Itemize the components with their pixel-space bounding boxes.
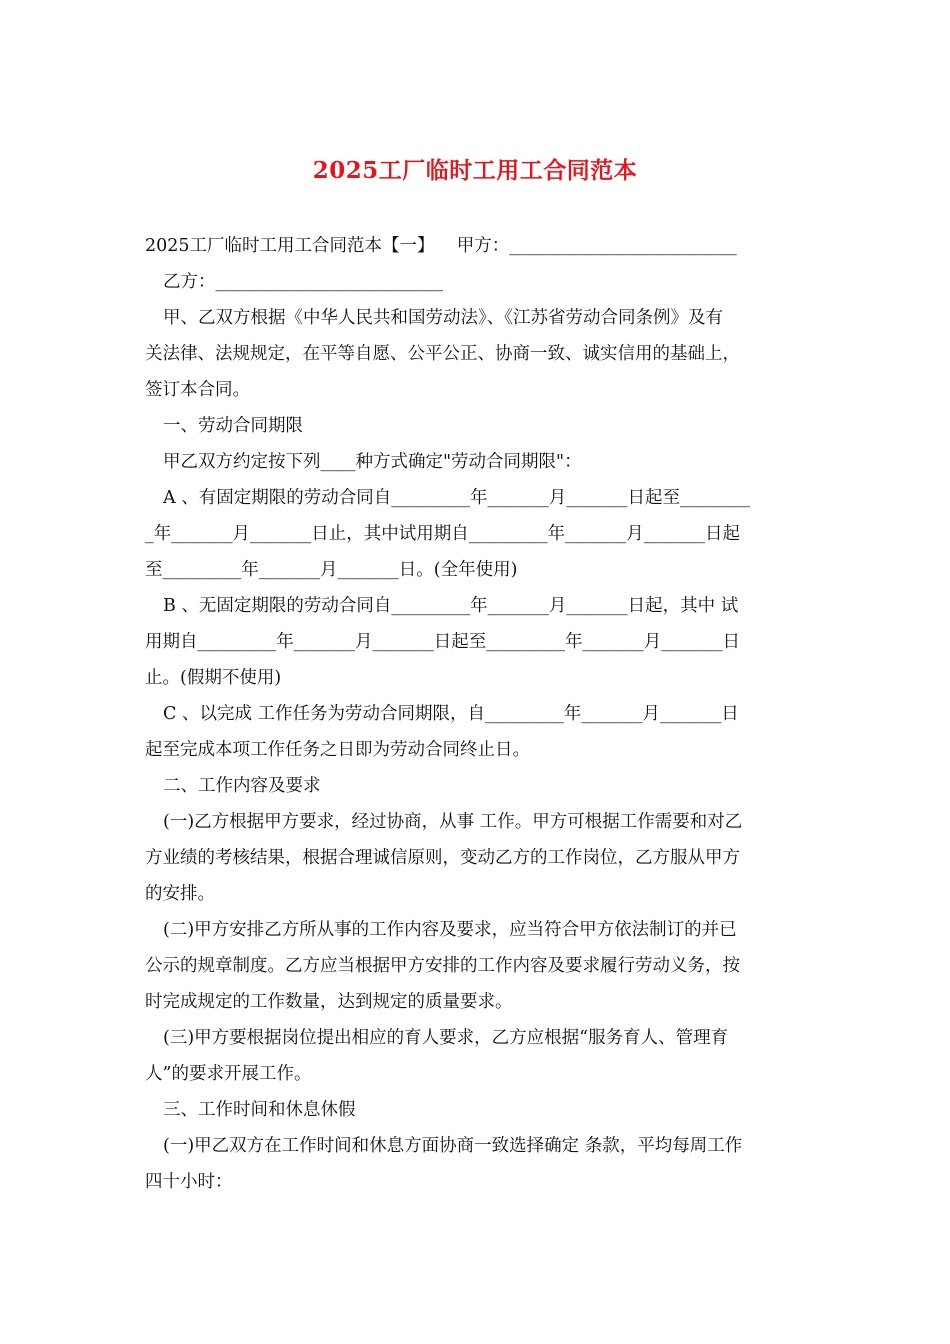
- section-heading: 三、工作时间和休息休假: [163, 1100, 356, 1120]
- document-body: [145, 228, 809, 1200]
- paragraph-line: 签订本合同。: [145, 380, 250, 400]
- paragraph-line: 乙方：__________________________: [163, 272, 443, 292]
- document-title: 2025工厂临时工用工合同范本: [312, 157, 638, 184]
- paragraph-line: B 、无固定期限的劳动合同自_________年_______月_______日起，其中 试: [163, 596, 739, 616]
- paragraph-line: 关法律、法规规定，在平等自愿、公平公正、协商一致、诚实信用的基础上，: [145, 344, 740, 364]
- paragraph-line: 甲、乙双方根据《中华人民共和国劳动法》、《江苏省劳动合同条例》及有: [163, 308, 723, 328]
- paragraph-line: (一)甲乙双方在工作时间和休息方面协商一致选择确定 条款，平均每周工作: [163, 1136, 743, 1156]
- paragraph-line: 起至完成本项工作任务之日即为劳动合同终止日。: [145, 740, 530, 760]
- paragraph-line: _年_______月_______日止，其中试用期自_________年_______月_______日起: [145, 524, 740, 544]
- paragraph-line: 四十小时：: [145, 1172, 233, 1192]
- paragraph-line: 止。(假期不使用): [145, 668, 282, 688]
- paragraph-line: 方业绩的考核结果，根据合理诚信原则，变动乙方的工作岗位，乙方服从甲方: [145, 848, 740, 868]
- paragraph-line: 的安排。: [145, 884, 215, 904]
- paragraph-line: (二)甲方安排乙方所从事的工作内容及要求，应当符合甲方依法制订的并已: [163, 920, 737, 940]
- paragraph-line: 公示的规章制度。乙方应当根据甲方安排的工作内容及要求履行劳动义务，按: [145, 956, 740, 976]
- paragraph-line: C 、以完成 工作任务为劳动合同期限，自_________年_______月_______日: [163, 704, 739, 724]
- paragraph-line: 至_________年_______月_______日。(全年使用): [145, 560, 518, 580]
- paragraph-line: 人”的要求开展工作。: [145, 1064, 312, 1084]
- paragraph-line: 甲乙双方约定按下列____种方式确定"劳动合同期限"：: [163, 452, 582, 472]
- section-heading: 二、工作内容及要求: [163, 776, 321, 796]
- paragraph-line: (三)甲方要根据岗位提出相应的育人要求，乙方应根据“服务育人、管理育: [163, 1028, 729, 1048]
- section-heading: 一、劳动合同期限: [163, 416, 303, 436]
- paragraph-line: 2025工厂临时工用工合同范本【一】 甲方：__________________________: [145, 236, 737, 256]
- paragraph-line: (一)乙方根据甲方要求，经过协商，从事 工作。甲方可根据工作需要和对乙: [163, 812, 743, 832]
- paragraph-line: 时完成规定的工作数量，达到规定的质量要求。: [145, 992, 513, 1012]
- paragraph-line: 用期自_________年_______月_______日起至_________年_______月_______日: [145, 632, 740, 652]
- paragraph-line: A 、有固定期限的劳动合同自_________年_______月_______日起至________: [163, 488, 750, 508]
